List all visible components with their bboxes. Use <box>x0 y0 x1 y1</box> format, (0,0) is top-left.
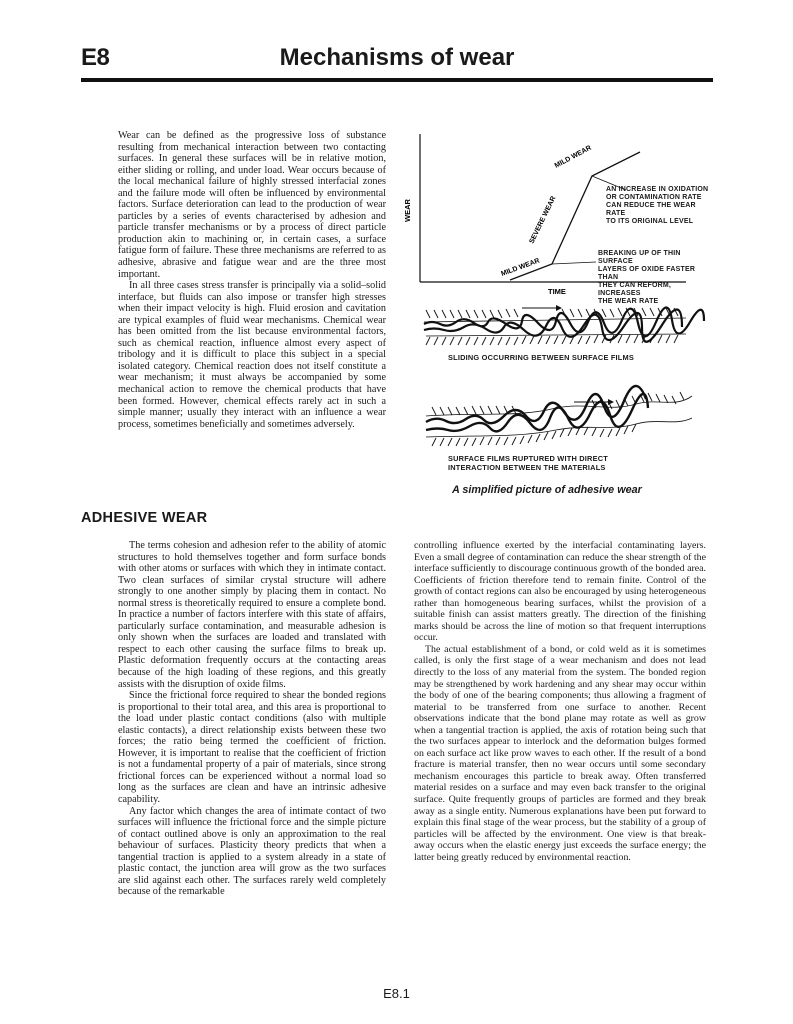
figure-caption: A simplified picture of adhesive wear <box>452 484 642 496</box>
adhesive-wear-figure <box>396 126 714 506</box>
mild-wear-bottom-label: MILD WEAR <box>500 257 541 278</box>
figure-graphics <box>396 126 714 506</box>
page-number: E8.1 <box>383 986 410 1001</box>
adhesive-paragraph-3: Any factor which changes the area of intimate contact of two surfaces will influence the frictional force and the simple picture of contact outlined above is only an approximation to the real behaviour of surfaces. Plasticity theory predicts that when a tangential traction is applied to a system already in a state of plastic contact, the junction area will grow as the two surfaces are slid against each other. The surfaces rarely weld completely because of the remarkable <box>118 805 386 898</box>
ruptured-diagram-label: SURFACE FILMS RUPTURED WITH DIRECT INTERACTION BETWEEN THE MATERIALS <box>448 454 608 472</box>
y-axis-label: WEAR <box>403 199 412 222</box>
intro-paragraph-2: In all three cases stress transfer is principally via a solid–solid interface, but fluids can also impose or transfer high stresses when their impact velocity is high. Fluid erosion and cavitation are typical examples of fluid wear mechanisms. Chemical wear has been omitted from the list because environmental factors, such as chemical reaction, influence almost every aspect of tribology and it is difficult to place this subject in a special isolated category. Chemical reaction does not itself constitute a wear mechanism; it must always be accompanied by some mechanical action to remove the chemical products that have been formed. However, chemical effects rarely act in such a simple manner; usually they interact with an influence a wear process, sometimes beneficially and sometimes adversely. <box>118 280 386 430</box>
ruptured-films-diagram <box>426 386 692 446</box>
section-heading-adhesive-wear: ADHESIVE WEAR <box>81 510 208 526</box>
severe-wear-label: SEVERE WEAR <box>528 195 558 245</box>
adhesive-paragraph-5: The actual establishment of a bond, or cold weld as it is sometimes called, is only the first stage of a wear mechanism and does not lead directly to the loss of any material from the system. The bonded region may be strengthened by work hardening and any shear may occur within the body of one of the bearing components; thus allowing a fragment of material to be transferred from one surface to another. Recent observations indicate that the bond plane may rotate as well as grow when a tangential traction is applied, the axis of rotation being such that the two surfaces appear to interlock and the deformation bulges formed on each surface act like prow waves to each other. If the result of a bond fracture is material transfer, then no wear occurs until some secondary mechanism encourages this particle to break away. Often transferred material resides on a surface and may even back transfer to the original surface. Quite frequently groups of particles are formed and they break away as a single entity. Numerous explanations have been put forward to explain this final stage of the wear process, but the stability of a group of particles will be affected by the environment. One view is that break-away occurs when the elastic energy just exceeds the surface energy; the latter being greatly reduced by environmental reaction. <box>414 643 706 863</box>
page-code: E8 <box>81 44 110 71</box>
sliding-diagram <box>424 305 704 345</box>
annotation-oxidation: AN INCREASE IN OXIDATION OR CONTAMINATION RATE CAN REDUCE THE WEAR RATE TO ITS ORIGINAL LEVEL <box>606 186 709 225</box>
intro-text <box>118 130 386 430</box>
page-header <box>81 44 713 78</box>
header-rule <box>81 78 713 82</box>
page-title: Mechanisms of wear <box>279 44 515 71</box>
x-axis-label: TIME <box>548 287 566 296</box>
adhesive-paragraph-4: controlling influence exerted by the interfacial contaminating layers. Even a small degree of contamination can reduce the shear strength of the interface sufficiently to discourage continuous growth of the bonded area. Coefficients of friction therefore tend to remain finite. Control of the growth of contact regions can also be encouraged by using heterogeneous rather than homogeneous bearing surfaces, whilst the provision of a suitable finish can assist matters greatly. The direction of the finishing marks should be across the line of motion so that frequent interruptions occur. <box>414 540 706 644</box>
adhesive-right-column <box>414 540 706 863</box>
mild-wear-top-label: MILD WEAR <box>553 144 593 170</box>
adhesive-left-column <box>118 540 386 898</box>
intro-paragraph-1: Wear can be defined as the progressive loss of substance resulting from mechanical interaction between two contacting surfaces. In general these surfaces will be in relative motion, either sliding or rolling, and under load. Wear occurs because of the local mechanical failure of highly stressed interfacial zones and the failure mode will often be influenced by environmental factors. Surface deterioration can lead to the production of wear particles by a series of events characterised by adhesion and particle transfer mechanisms or by a process of direct particle production akin to machining or, in certain cases, a surface fatigue form of failure. These three mechanisms are referred to as adhesive, abrasive and fatigue wear and are the three most important. <box>118 130 386 280</box>
sliding-diagram-label: SLIDING OCCURRING BETWEEN SURFACE FILMS <box>448 353 634 362</box>
adhesive-paragraph-2: Since the frictional force required to shear the bonded regions is proportional to their total area, and this area is proportional to the load under plastic contact conditions (also with multiple elastic contacts), a direct relationship exists between these two forces; the ratio being termed the coefficient of friction. However, it is important to realise that the coefficient of friction is not a fundamental property of a pair of materials, since strong frictional forces can be experienced without a normal load so long as the surfaces are clean and have an intrinsic adhesive capability. <box>118 690 386 806</box>
adhesive-paragraph-1: The terms cohesion and adhesion refer to the ability of atomic structures to hold themselves together and form surface bonds with other atoms or surfaces with which they in intimate contact. Two clean surfaces of similar crystal structure will adhere strongly to one another simply by placing them in contact. No normal stress is theoretically required to ensure a complete bond. In practice a number of factors interfere with this state of affairs, particularly surface contamination, and measurable adhesion is only shown when the surfaces are loaded and translated with respect to each other causing the surface films to break up. Plastic deformation frequently occurs at the contacting areas because of the high loading of these regions, and this greatly assists with the disruption of oxide films. <box>118 540 386 690</box>
pointer-line-bottom <box>552 262 596 264</box>
annotation-breaking-up: BREAKING UP OF THIN SURFACE LAYERS OF OXIDE FASTER THAN THEY CAN REFORM, INCREASES THE WEAR RATE <box>598 250 696 305</box>
